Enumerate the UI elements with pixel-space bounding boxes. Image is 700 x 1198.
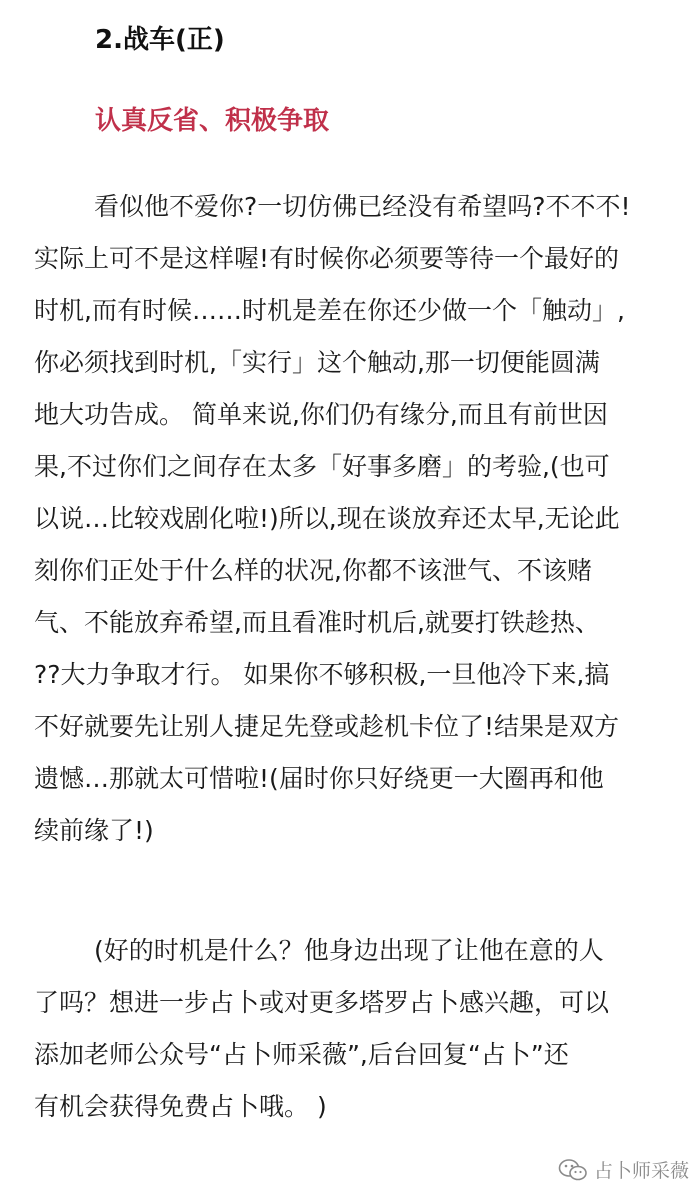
watermark-text: 占卜师采薇 bbox=[594, 1160, 690, 1182]
paragraph-line: ??大力争取才行。 如果你不够积极,一旦他冷下来,搞 bbox=[34, 660, 610, 689]
watermark bbox=[558, 1156, 689, 1183]
section-heading: 2.战车(正) bbox=[95, 25, 225, 55]
paragraph-line: 遗憾…那就太可惜啦!(届时你只好绕更一大圈再和他 bbox=[34, 764, 604, 793]
paragraph-line: 以说…比较戏剧化啦!)所以,现在谈放弃还太早,无论此 bbox=[34, 504, 620, 533]
paragraph-line: 续前缘了!) bbox=[34, 816, 154, 845]
paragraph-line: 添加老师公众号“占卜师采薇”,后台回复“占卜”还 bbox=[34, 1040, 569, 1069]
paragraph-line: 刻你们正处于什么样的状况,你都不该泄气、不该赌 bbox=[34, 556, 592, 585]
paragraph-line: 不好就要先让别人捷足先登或趁机卡位了!结果是双方 bbox=[34, 712, 620, 741]
section-subheading: 认真反省、积极争取 bbox=[95, 106, 330, 136]
paragraph-line: 看似他不爱你?一切仿佛已经没有希望吗?不不不! bbox=[94, 192, 631, 221]
paragraph-line: 时机,而有时候……时机是差在你还少做一个「触动」, bbox=[34, 296, 625, 325]
paragraph-line: 地大功告成。 简单来说,你们仍有缘分,而且有前世因 bbox=[34, 400, 608, 429]
paragraph-line: 实际上可不是这样喔!有时候你必须要等待一个最好的 bbox=[34, 244, 620, 273]
paragraph-line: (好的时机是什么？他身边出现了让他在意的人 bbox=[94, 936, 604, 965]
paragraph-line: 了吗？想进一步占卜或对更多塔罗占卜感兴趣，可以 bbox=[34, 988, 610, 1017]
body-paragraph-2 bbox=[34, 925, 684, 1133]
wechat-icon bbox=[558, 1158, 588, 1182]
paragraph-line: 果,不过你们之间存在太多「好事多磨」的考验,(也可 bbox=[34, 452, 610, 481]
paragraph-line: 气、不能放弃希望,而且看准时机后,就要打铁趁热、 bbox=[34, 608, 600, 637]
paragraph-line: 有机会获得免费占卜哦。 ) bbox=[34, 1092, 327, 1121]
body-paragraph-1 bbox=[34, 181, 684, 857]
paragraph-line: 你必须找到时机,「实行」这个触动,那一切便能圆满 bbox=[34, 348, 600, 377]
